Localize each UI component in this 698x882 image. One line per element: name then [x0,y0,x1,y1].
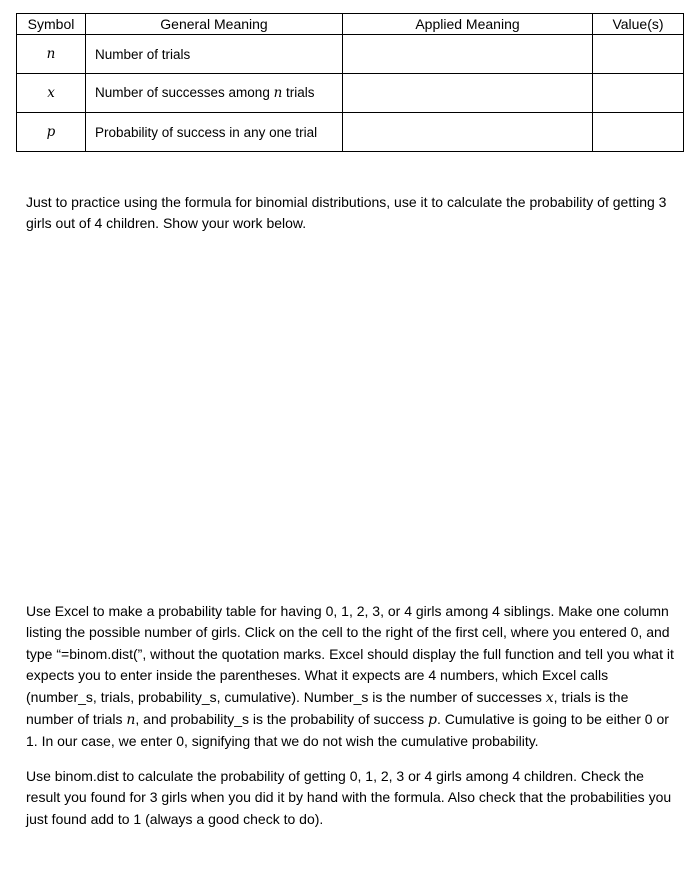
math-variable: p [428,712,437,729]
symbol-cell: x [17,74,86,113]
header-values: Value(s) [593,14,684,35]
header-general-meaning: General Meaning [86,14,343,35]
excel-instructions [26,601,674,753]
values-cell[interactable] [593,74,684,113]
table-header-row [17,14,684,35]
check-instructions: Use binom.dist to calculate the probability of getting 0, 1, 2, 3 or 4 girls among 4 children. Check the result you found for 3 girls when you did it by hand with the formula. Also check that the probabilities you just found add to 1 (always a good check to do). [26,768,672,827]
header-symbol: Symbol [17,14,86,35]
general-meaning-text: trials [282,85,315,100]
excel-text: , trials is the number of trials [26,688,629,728]
table-row [17,113,684,152]
values-cell[interactable] [593,35,684,74]
math-variable: n [126,712,136,729]
excel-text: Use Excel to make a probability table for having 0, 1, 2, 3, or 4 girls among 4 siblings. Make one column listing the possible number of girls. Click on the cell to the right of the first cell, where you entered 0, and type “=binom.dist(”, without the quotation marks. Excel should display the full function and tell you what it expects you to enter inside the parentheses. What it expects are 4 numbers, which Excel calls (number_s, trials, probability_s, cumulative). Number_s is the number of successes [26,603,674,705]
header-applied-meaning: Applied Meaning [343,14,593,35]
table-row [17,35,684,74]
values-cell[interactable] [593,113,684,152]
general-meaning-cell: Probability of success in any one trial [86,113,343,152]
general-meaning-cell [86,74,343,113]
general-meaning-text: Number of successes among [95,85,274,100]
applied-meaning-cell[interactable] [343,35,593,74]
applied-meaning-cell[interactable] [343,113,593,152]
math-variable: n [273,85,283,101]
symbol-cell: n [17,35,86,74]
excel-text: . Cumulative is going to be either 0 or 1. In our case, we enter 0, signifying that we do not wish the cumulative probability. [26,711,669,750]
practice-instructions: Just to practice using the formula for binomial distributions, use it to calculate the probability of getting 3 girls out of 4 children. Show your work below. [26,194,667,232]
math-variable: x [545,689,554,706]
symbol-cell: p [17,113,86,152]
applied-meaning-cell[interactable] [343,74,593,113]
symbol-table [16,13,684,152]
general-meaning-cell: Number of trials [86,35,343,74]
table-row [17,74,684,113]
excel-text: , and probability_s is the probability of success [135,711,429,728]
